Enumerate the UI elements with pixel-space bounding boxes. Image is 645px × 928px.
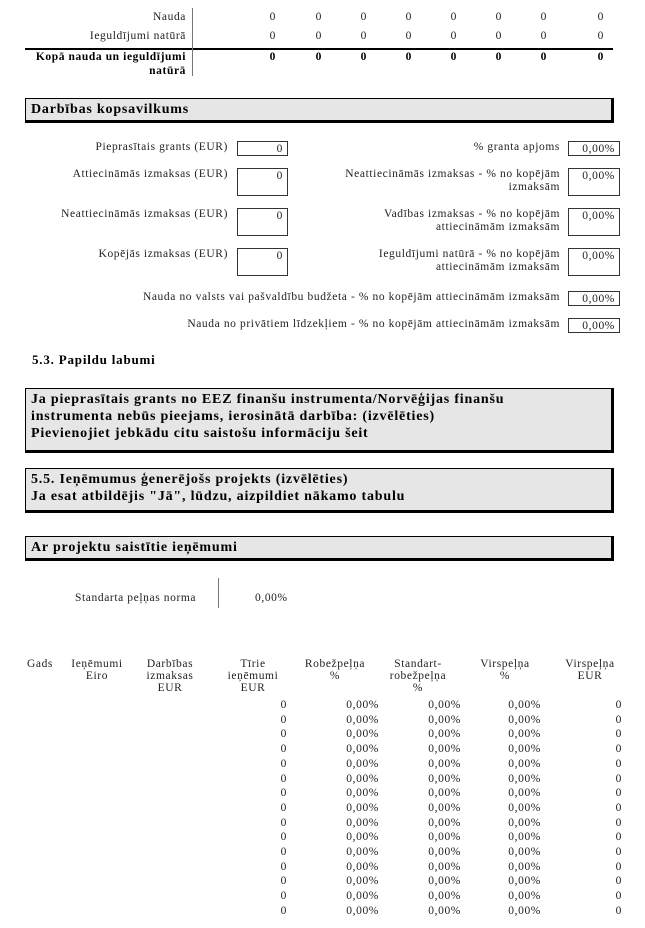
- field-label: attiecināmām izmaksām: [435, 261, 560, 273]
- cell: 0,00%: [508, 772, 541, 785]
- cell: 0,00%: [346, 890, 379, 903]
- cell: 0: [315, 11, 322, 23]
- field-value[interactable]: 0,00%: [568, 248, 620, 276]
- cell: 0,00%: [428, 757, 461, 770]
- cell: 0: [280, 699, 287, 711]
- divider: [218, 578, 219, 608]
- cell: 0: [280, 860, 287, 873]
- section-5-3-title: 5.3. Papildu labumi: [32, 352, 156, 367]
- cell: 0: [269, 30, 276, 42]
- cell: 0,00%: [428, 875, 461, 888]
- field-value[interactable]: 0,00%: [568, 208, 620, 236]
- divider: [192, 8, 193, 76]
- cell: 0: [495, 30, 502, 42]
- box2-line1: 5.5. Ieņēmumus ģenerējošs projekts (izvēlēties): [31, 472, 349, 487]
- cell: 0,00%: [508, 875, 541, 888]
- cell: 0,00%: [346, 713, 379, 726]
- total-cell: 0: [315, 51, 322, 63]
- field-label: Neattiecināmās izmaksas - % no kopējām: [345, 168, 560, 180]
- cell: 0: [615, 728, 622, 741]
- cell: 0: [280, 904, 287, 917]
- total-cell: 0: [360, 51, 367, 63]
- cell: 0: [615, 904, 622, 917]
- field-value[interactable]: 0,00%: [568, 291, 620, 306]
- cell: 0: [280, 728, 287, 741]
- cell: 0: [315, 30, 322, 42]
- cell: 0: [450, 11, 457, 23]
- column-header: Virspeļņa EUR: [565, 658, 615, 682]
- cell: 0,00%: [346, 757, 379, 770]
- total-cell: 0: [495, 51, 502, 63]
- cell: 0: [405, 30, 412, 42]
- cell: 0: [615, 875, 622, 888]
- box2-line2: Ja esat atbildējis "Jā", lūdzu, aizpildiet nākamo tabulu: [31, 489, 406, 504]
- cell: 0,00%: [508, 757, 541, 770]
- cell: 0: [615, 743, 622, 756]
- field-label: izmaksām: [508, 181, 560, 193]
- cell: 0: [540, 11, 547, 23]
- cell: 0,00%: [508, 816, 541, 829]
- cell: 0,00%: [508, 743, 541, 756]
- cell: 0: [280, 757, 287, 770]
- cell: 0,00%: [346, 816, 379, 829]
- field-value[interactable]: 0: [237, 248, 288, 276]
- cell: 0,00%: [428, 787, 461, 800]
- box1-line2: instrumenta nebūs pieejams, ierosinātā darbība: (izvēlēties): [31, 409, 435, 424]
- column-header: Gads: [26, 658, 54, 670]
- cell: 0,00%: [428, 743, 461, 756]
- field-label: % granta apjoms: [473, 141, 560, 153]
- field-value[interactable]: 0,00%: [568, 168, 620, 196]
- row-label: Nauda: [152, 11, 186, 23]
- field-label: Pieprasītais grants (EUR): [95, 141, 228, 153]
- cell: 0: [615, 699, 622, 711]
- cell: 0,00%: [428, 801, 461, 814]
- cell: 0: [405, 11, 412, 23]
- field-label: Nauda no privātiem līdzekļiem - % no kopējām attiecināmām izmaksām: [187, 318, 560, 330]
- cell: 0: [615, 713, 622, 726]
- cell: 0: [540, 30, 547, 42]
- cell: 0,00%: [508, 787, 541, 800]
- divider: [25, 48, 613, 50]
- cell: 0,00%: [508, 846, 541, 858]
- cell: 0: [615, 757, 622, 770]
- cell: 0: [615, 816, 622, 829]
- cell: 0,00%: [428, 713, 461, 726]
- cell: 0: [280, 787, 287, 800]
- field-label: attiecināmām izmaksām: [435, 221, 560, 233]
- field-label: Neattiecināmās izmaksas (EUR): [61, 208, 228, 220]
- cell: 0,00%: [428, 860, 461, 873]
- total-cell: 0: [269, 51, 276, 63]
- total-cell: 0: [540, 51, 547, 63]
- cell: 0: [615, 890, 622, 903]
- field-label: Vadības izmaksas - % no kopējām: [383, 208, 560, 220]
- cell: 0,00%: [428, 846, 461, 858]
- cell: 0,00%: [508, 801, 541, 814]
- cell: 0: [615, 846, 622, 858]
- cell: 0: [615, 831, 622, 844]
- cell: 0,00%: [428, 831, 461, 844]
- column-header: Tīrie ieņēmumi EUR: [227, 658, 279, 694]
- standard-profit-value: 0,00%: [255, 592, 288, 604]
- cell: 0,00%: [508, 699, 541, 711]
- column-header: Darbības izmaksas EUR: [146, 658, 194, 694]
- cell: 0,00%: [508, 860, 541, 873]
- cell: 0,00%: [428, 904, 461, 917]
- cell: 0,00%: [508, 728, 541, 741]
- cell: 0: [615, 801, 622, 814]
- total-cell: 0: [597, 51, 604, 63]
- cell: 0,00%: [346, 787, 379, 800]
- cell: 0: [280, 875, 287, 888]
- cell: 0: [360, 11, 367, 23]
- total-cell: 0: [450, 51, 457, 63]
- column-header: Standart- robežpeļņa %: [389, 658, 447, 694]
- cell: 0,00%: [346, 904, 379, 917]
- cell: 0: [615, 772, 622, 785]
- cell: 0: [450, 30, 457, 42]
- cell: 0,00%: [508, 904, 541, 917]
- box1-line1: Ja pieprasītais grants no EEZ finanšu instrumenta/Norvēģijas finanšu: [31, 392, 505, 407]
- cell: 0,00%: [346, 846, 379, 858]
- row-label: Ieguldījumi natūrā: [89, 30, 186, 42]
- cell: 0: [280, 816, 287, 829]
- cell: 0,00%: [346, 728, 379, 741]
- field-value[interactable]: 0,00%: [568, 141, 620, 156]
- cell: 0: [280, 743, 287, 756]
- revenue-header: Ar projektu saistītie ieņēmumi: [25, 536, 614, 561]
- cell: 0: [495, 11, 502, 23]
- standard-profit-label: Standarta peļņas norma: [75, 592, 197, 604]
- revenue-project-box[interactable]: [25, 468, 614, 513]
- cell: 0,00%: [346, 801, 379, 814]
- cell: 0: [269, 11, 276, 23]
- cell: 0,00%: [346, 699, 379, 711]
- cell: 0: [280, 772, 287, 785]
- cell: 0: [280, 801, 287, 814]
- cell: 0: [280, 846, 287, 858]
- cell: 0: [280, 713, 287, 726]
- total-label: Kopā nauda un ieguldījumi: [35, 51, 186, 63]
- field-value[interactable]: 0: [237, 168, 288, 196]
- cell: 0,00%: [346, 831, 379, 844]
- box1-line3: Pievienojiet jebkādu citu saistošu informāciju šeit: [31, 426, 369, 441]
- cell: 0,00%: [346, 772, 379, 785]
- cell: 0,00%: [346, 743, 379, 756]
- cell: 0,00%: [428, 890, 461, 903]
- column-header: Robežpeļņa %: [304, 658, 366, 682]
- cell: 0,00%: [428, 699, 461, 711]
- column-header: Virspeļņa %: [480, 658, 530, 682]
- cell: 0,00%: [428, 772, 461, 785]
- summary-header: Darbības kopsavilkums: [25, 98, 614, 123]
- cell: 0: [280, 890, 287, 903]
- cell: 0: [360, 30, 367, 42]
- field-value[interactable]: 0: [237, 208, 288, 236]
- field-label: Nauda no valsts vai pašvaldību budžeta - % no kopējām attiecināmām izmaksām: [142, 291, 560, 303]
- total-label: natūrā: [149, 65, 186, 77]
- grant-unavailable-box[interactable]: [25, 388, 614, 453]
- cell: 0: [597, 30, 604, 42]
- cell: 0: [615, 860, 622, 873]
- cell: 0,00%: [346, 875, 379, 888]
- field-label: Ieguldījumi natūrā - % no kopējām: [378, 248, 560, 260]
- field-label: Kopējās izmaksas (EUR): [98, 248, 228, 260]
- field-label: Attiecināmās izmaksas (EUR): [72, 168, 228, 180]
- cell: 0: [597, 11, 604, 23]
- cell: 0: [280, 831, 287, 844]
- field-value[interactable]: 0,00%: [568, 318, 620, 333]
- cell: 0,00%: [508, 890, 541, 903]
- cell: 0,00%: [508, 831, 541, 844]
- cell: 0,00%: [428, 728, 461, 741]
- column-header: Ieņēmumi Eiro: [71, 658, 123, 682]
- cell: 0,00%: [508, 713, 541, 726]
- cell: 0: [615, 787, 622, 800]
- total-cell: 0: [405, 51, 412, 63]
- cell: 0,00%: [346, 860, 379, 873]
- field-value[interactable]: 0: [237, 141, 288, 156]
- cell: 0,00%: [428, 816, 461, 829]
